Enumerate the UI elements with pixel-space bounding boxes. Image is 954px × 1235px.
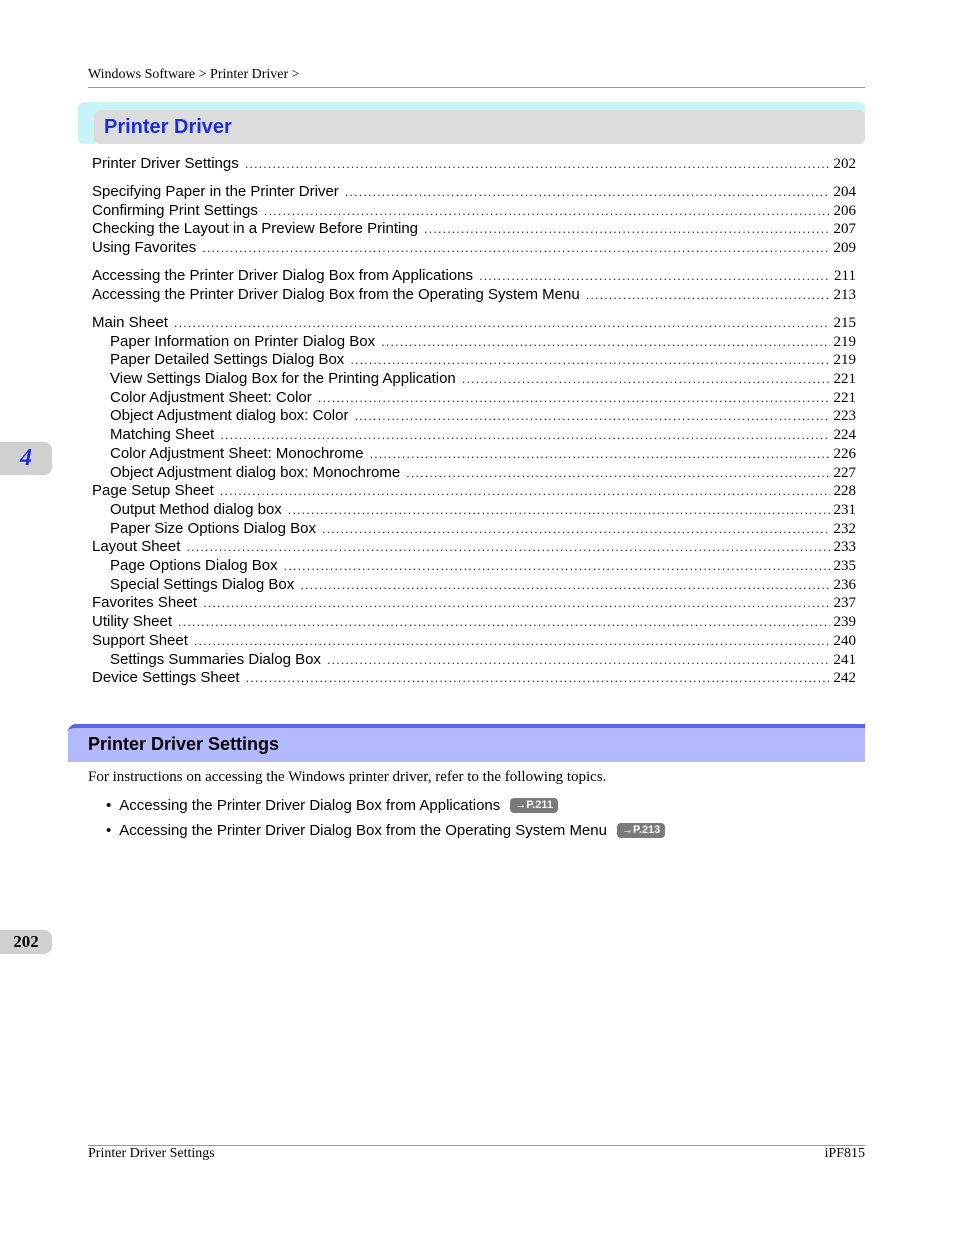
bullet-item [106, 822, 665, 839]
bullet-link-text[interactable]: Accessing the Printer Driver Dialog Box from the Operating System Menu [119, 822, 607, 839]
toc-entry[interactable] [92, 482, 856, 500]
toc-entry[interactable] [110, 557, 856, 575]
toc-entry-page: 219 [833, 334, 856, 350]
toc-entry-title: Checking the Layout in a Preview Before Printing [92, 220, 419, 237]
toc-entry-page: 237 [833, 595, 856, 611]
toc-entry-title: Using Favorites [92, 239, 197, 256]
toc-entry-title: Paper Information on Printer Dialog Box [110, 333, 376, 350]
toc-leader-dots [322, 520, 830, 538]
toc-entry[interactable] [110, 501, 856, 519]
toc-entry-title: Utility Sheet [92, 613, 173, 630]
toc-entry[interactable] [92, 613, 856, 631]
section-title: Printer Driver Settings [88, 734, 280, 754]
chapter-title: Printer Driver [104, 116, 232, 138]
toc-entry[interactable] [110, 370, 856, 388]
toc-entry-title: Color Adjustment Sheet: Color [110, 389, 312, 406]
toc-entry-page: 223 [833, 408, 856, 424]
toc-entry-title: Paper Size Options Dialog Box [110, 520, 316, 537]
toc-leader-dots [479, 267, 830, 285]
toc-entry-page: 235 [833, 558, 856, 574]
toc-entry-page: 242 [833, 670, 856, 686]
toc-entry-page: 202 [833, 156, 856, 172]
toc-entry[interactable] [110, 407, 856, 425]
toc-entry-page: 224 [833, 427, 856, 443]
toc-entry-page: 206 [833, 203, 856, 219]
toc-leader-dots [220, 426, 829, 444]
toc-leader-dots [194, 632, 830, 650]
toc-entry[interactable] [92, 669, 856, 687]
toc-entry-page: 219 [833, 352, 856, 368]
toc-entry-title: Page Setup Sheet [92, 482, 214, 499]
toc-entry-page: 233 [833, 539, 856, 555]
toc-leader-dots [203, 594, 829, 612]
toc-entry-title: Confirming Print Settings [92, 202, 258, 219]
toc-entry-page: 221 [833, 390, 856, 406]
toc-entry-page: 228 [833, 483, 856, 499]
toc-entry-title: Accessing the Printer Driver Dialog Box from the Operating System Menu [92, 286, 580, 303]
page-ref-badge[interactable]: →P.211 [510, 798, 558, 813]
toc-entry[interactable] [110, 464, 856, 482]
toc-entry-title: Paper Detailed Settings Dialog Box [110, 351, 345, 368]
toc-leader-dots [284, 557, 830, 575]
page-ref-badge[interactable]: →P.213 [617, 823, 665, 838]
toc-entry-page: 241 [833, 652, 856, 668]
toc-entry-page: 207 [833, 221, 856, 237]
toc-entry[interactable] [92, 314, 856, 332]
toc-entry[interactable] [110, 333, 856, 351]
toc-entry-title: Layout Sheet [92, 538, 181, 555]
toc-entry-page: 221 [833, 371, 856, 387]
toc-leader-dots [264, 202, 830, 220]
toc-entry-title: Settings Summaries Dialog Box [110, 651, 321, 668]
bullet-link-text[interactable]: Accessing the Printer Driver Dialog Box from Applications [119, 797, 501, 814]
toc-entry[interactable] [92, 286, 856, 304]
toc-entry[interactable] [110, 520, 856, 538]
toc-entry-title: Favorites Sheet [92, 594, 198, 611]
toc-leader-dots [288, 501, 830, 519]
toc-entry-title: Output Method dialog box [110, 501, 282, 518]
toc-leader-dots [462, 370, 830, 388]
chapter-tab-number: 4 [20, 445, 32, 471]
page-number: 202 [13, 932, 39, 951]
toc-entry-title: Page Options Dialog Box [110, 557, 278, 574]
toc-leader-dots [220, 482, 830, 500]
toc-leader-dots [178, 613, 829, 631]
toc-entry[interactable] [92, 183, 856, 201]
toc-leader-dots [327, 651, 830, 669]
toc-entry[interactable] [110, 351, 856, 369]
toc-entry[interactable] [92, 632, 856, 650]
toc-entry-title: Object Adjustment dialog box: Monochrome [110, 464, 401, 481]
toc-entry-title: View Settings Dialog Box for the Printing Application [110, 370, 456, 387]
toc-entry[interactable] [92, 239, 856, 257]
toc-entry[interactable] [110, 576, 856, 594]
toc-entry[interactable] [92, 538, 856, 556]
header-rule [88, 87, 865, 88]
toc-entry-title: Device Settings Sheet [92, 669, 240, 686]
toc-entry-page: 204 [833, 184, 856, 200]
section-intro: For instructions on accessing the Windows printer driver, refer to the following topics. [88, 769, 607, 785]
toc-entry[interactable] [92, 202, 856, 220]
toc-entry-page: 239 [833, 614, 856, 630]
toc-entry-page: 213 [833, 287, 856, 303]
toc-leader-dots [202, 239, 829, 257]
toc-entry-title: Object Adjustment dialog box: Color [110, 407, 349, 424]
toc-entry[interactable] [92, 155, 856, 173]
toc-entry-title: Support Sheet [92, 632, 188, 649]
toc-leader-dots [186, 538, 829, 556]
toc-entry-title: Printer Driver Settings [92, 155, 239, 172]
toc-entry-title: Color Adjustment Sheet: Monochrome [110, 445, 364, 462]
toc-entry-title: Specifying Paper in the Printer Driver [92, 183, 339, 200]
toc-entry-page: 211 [834, 268, 856, 284]
toc-entry-page: 226 [833, 446, 856, 462]
toc-leader-dots [369, 445, 829, 463]
toc-entry-title: Special Settings Dialog Box [110, 576, 295, 593]
footer-model-name: iPF815 [824, 1146, 865, 1161]
toc-entry[interactable] [110, 426, 856, 444]
bullet-icon: • [106, 797, 112, 814]
toc-entry-title: Matching Sheet [110, 426, 215, 443]
toc-entry-page: 227 [833, 465, 856, 481]
toc-entry-page: 231 [833, 502, 856, 518]
toc-leader-dots [345, 183, 830, 201]
toc-entry[interactable] [110, 651, 856, 669]
toc-entry-page: 209 [833, 240, 856, 256]
toc-leader-dots [354, 407, 829, 425]
toc-entry[interactable] [92, 594, 856, 612]
toc-leader-dots [586, 286, 830, 304]
toc-entry[interactable] [92, 220, 856, 238]
toc-leader-dots [350, 351, 829, 369]
toc-leader-dots [424, 220, 829, 238]
toc-entry[interactable] [110, 445, 856, 463]
bullet-icon: • [106, 822, 112, 839]
toc-leader-dots [245, 155, 830, 173]
toc-entry-page: 232 [833, 521, 856, 537]
footer-section-name: Printer Driver Settings [88, 1146, 215, 1161]
toc-entry-title: Main Sheet [92, 314, 168, 331]
toc-leader-dots [300, 576, 829, 594]
toc-entry[interactable] [110, 389, 856, 407]
toc-leader-dots [174, 314, 830, 332]
toc-entry-page: 215 [833, 315, 856, 331]
toc-leader-dots [406, 464, 829, 482]
toc-leader-dots [246, 669, 830, 687]
breadcrumb: Windows Software > Printer Driver > [88, 67, 300, 82]
toc-leader-dots [318, 389, 830, 407]
toc-entry-title: Accessing the Printer Driver Dialog Box from Applications [92, 267, 473, 284]
bullet-item [106, 797, 558, 814]
toc-entry-page: 240 [833, 633, 856, 649]
toc-entry-page: 236 [833, 577, 856, 593]
toc-leader-dots [381, 333, 829, 351]
toc-entry[interactable] [92, 267, 856, 285]
